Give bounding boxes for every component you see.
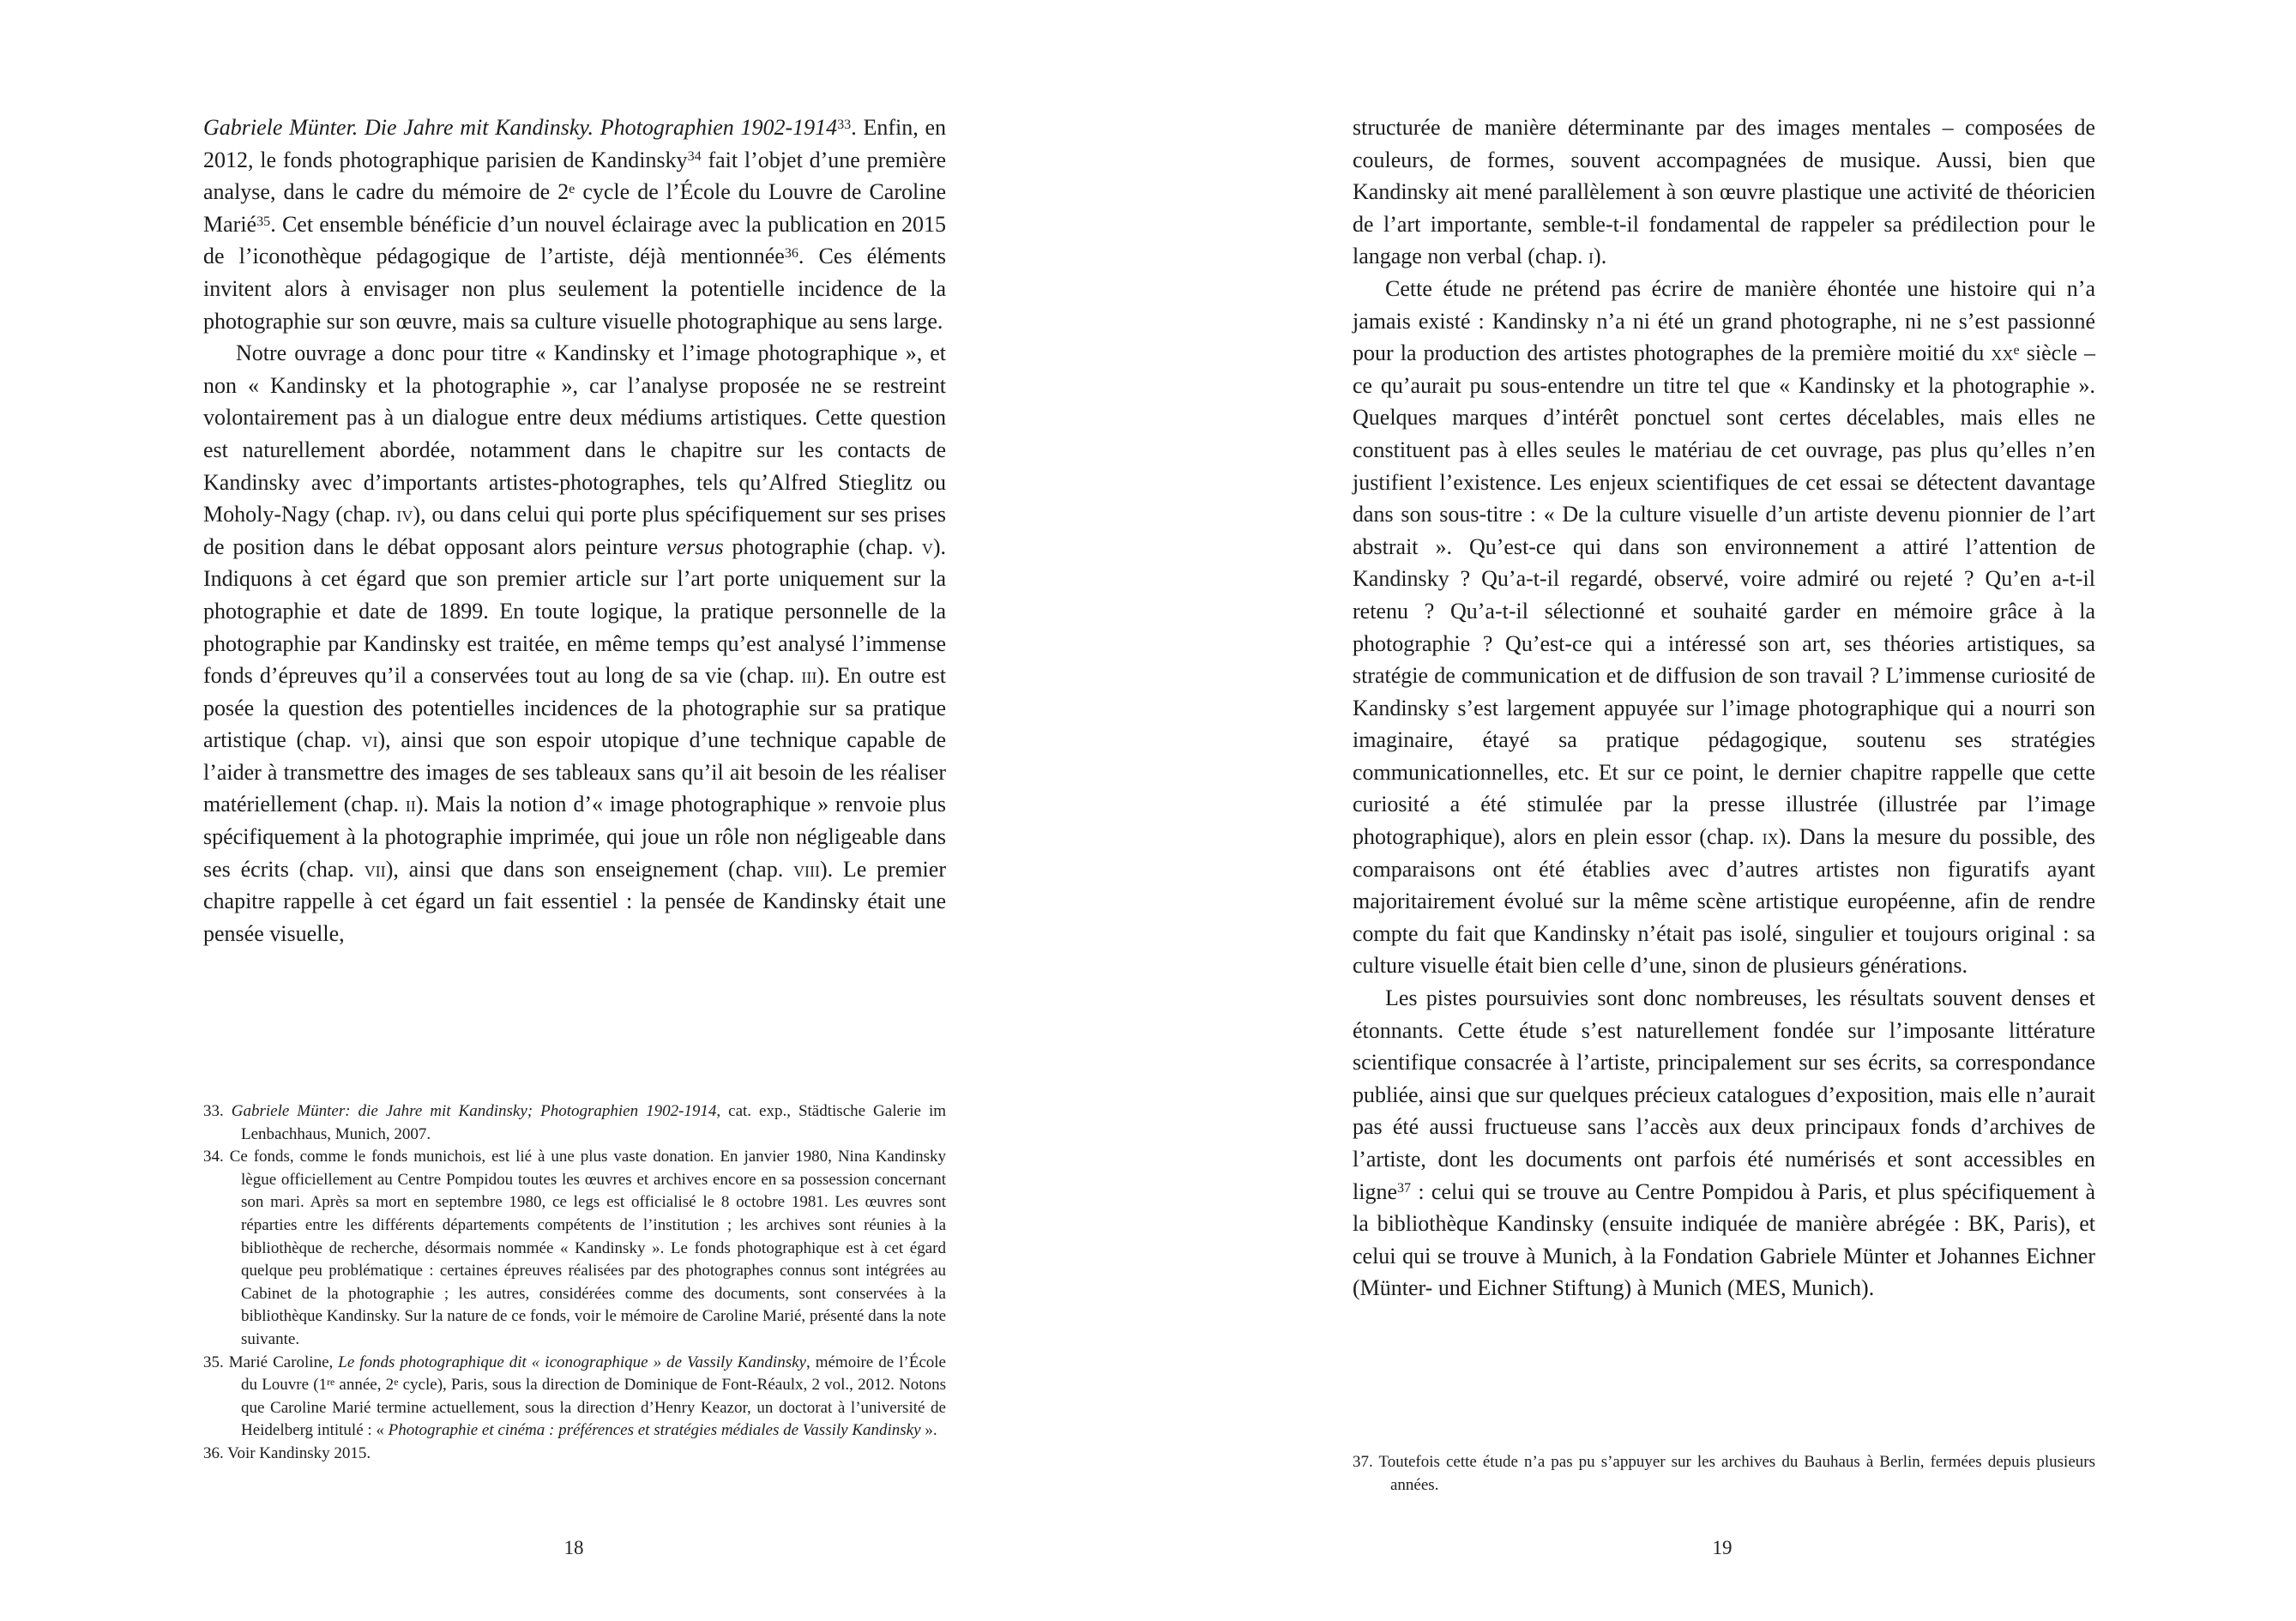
right-page-body-text: [1353, 111, 2095, 1305]
text-run: cycle de l’École du Louvre de Caroline Marié: [203, 179, 946, 237]
text-run: ).: [1594, 244, 1607, 269]
text-run: . Cet ensemble bénéficie d’un nouvel éclairage avec la publication en 2015 de l’iconothèque pédagogique de l’artiste, déjà mentionnée: [203, 211, 946, 269]
text-run: siècle – ce qu’aurait pu sous-entendre un titre tel que « Kandinsky et la photographie ». Quelques marques d’intérêt ponctuel sont certes décelables, mais elles ne constituent pas à elles seules le matériau de cet ouvrage, pas plus qu’elles n’en justifient l’existence. Les enjeux scientifiques de cet essai se détectent davantage dans son sous-titre : « De la culture visuelle d’un artiste devenu pionnier de l’art abstrait ». Qu’est-ce qui dans son environnement a attiré l’attention de Kandinsky ? Qu’a-t-il regardé, observé, voire admiré ou rejeté ? Qu’en a-t-il retenu ? Qu’a-t-il sélectionné et souhaité garder en mémoire grâce à la photographie ? Qu’est-ce qui a intéressé son art, ses théories artistiques, sa stratégie de communication et de diffusion de son travail ? L’immense curiosité de Kandinsky s’est largement appuyée sur l’image photographique qui a nourri son imaginaire, étayé sa pratique pédagogique, soutenu ses stratégies communicationnelles, etc. Et sur ce point, le dernier chapitre rappelle que cette curiosité a été stimulée par la presse illustrée (illustrée par l’image photographique), alors en plein essor (chap.: [1353, 340, 2096, 850]
text-run: ), ainsi que son espoir utopique d’une technique capable de l’aider à transmettre des images de ses tableaux sans qu’il ait besoin de les réaliser matériellement (chap.: [203, 727, 946, 817]
footnote-number: 33.: [203, 1102, 232, 1120]
text-run: Gabriele Münter. Die Jahre mit Kandinsky. Photographien 1902-1914: [203, 115, 838, 140]
paragraph: [1353, 982, 2095, 1305]
footnote-number: 34.: [203, 1148, 230, 1166]
text-run: cycle), Paris, sous la direction de Dominique de Font-Réaulx, 2 vol., 2012. Notons que Caroline Marié termine actuellement, sous la direction d’Henry Keazor, un doctorat à l’université de Heidelberg intitulé : «: [241, 1376, 946, 1440]
text-run: Voir Kandinsky 2015.: [227, 1443, 371, 1462]
text-run: versus: [666, 533, 724, 559]
text-run: Cette étude ne prétend pas écrire de manière éhontée une histoire qui n’a jamais existé : Kandinsky n’a ni été un grand photographe, ni ne s’est passionné pour la production des artistes photographes de la première moitié du: [1353, 275, 2095, 366]
paragraph: [1353, 111, 2095, 273]
right-page-footnotes: [1353, 1451, 2095, 1497]
text-run: ). Dans la mesure du possible, des comparaisons ont été établies avec d’autres artistes non figuratifs ayant majoritairement évolué sur la même scène artistique européenne, afin de rendre compte du fait que Kandinsky n’était pas isolé, singulier et toujours original : sa culture visuelle était bien celle d’une, sinon de plusieurs générations.: [1353, 824, 2095, 979]
footnote: [203, 1443, 946, 1466]
footnote-reference: e: [2013, 342, 2020, 358]
text-run: ). Mais la notion d’« image photographique » renvoie plus spécifiquement à la photographie imprimée, qui joue un rôle non négligeable dans ses écrits (chap.: [203, 792, 946, 882]
text-run: . Enfin, en 2012, le fonds photographique parisien de Kandinsky: [203, 115, 946, 172]
text-run: vi: [361, 727, 378, 753]
footnote-number: 35.: [203, 1353, 229, 1371]
text-run: , cat. exp., Städtische Galerie im Lenbachhaus, Munich, 2007.: [241, 1102, 947, 1143]
text-run: i: [1588, 244, 1594, 269]
text-run: Photographie et cinéma : préférences et stratégies médiales de Vassily Kandinsky: [388, 1421, 921, 1440]
text-run: ). Indiquons à cet égard que son premier article sur l’art porte uniquement sur la photographie et date de 1899. En toute logique, la pratique personnelle de la photographie par Kandinsky est traitée, en même temps qu’est analysé l’immense fonds d’épreuves qu’il a conservées tout au long de sa vie (chap.: [203, 533, 946, 689]
text-run: ».: [920, 1421, 937, 1440]
text-run: ). Le premier chapitre rappelle à cet égard un fait essentiel : la pensée de Kandinsky était une pensée visuelle,: [203, 856, 946, 946]
text-run: iv: [396, 502, 413, 527]
footnote: [203, 1100, 946, 1146]
footnote-reference: 34: [687, 149, 702, 165]
text-run: fait l’objet d’une première analyse, dans le cadre du mémoire de 2: [203, 147, 946, 205]
footnote-reference: 36: [784, 246, 798, 262]
text-run: ), ainsi que dans son enseignement (chap.: [385, 856, 793, 882]
footnote: [203, 1352, 946, 1443]
text-run: : celui qui se trouve au Centre Pompidou à Paris, et plus spécifiquement à la bibliothèque Kandinsky (ensuite indiquée de manière abrégée : BK, Paris), et celui qui se trouve à Munich, à la Fondation Gabriele Münter et Johannes Eichner (Münter- und Eichner Stiftung) à Munich (MES, Munich).: [1353, 1178, 2095, 1301]
text-run: v: [921, 533, 933, 559]
text-run: ), ou dans celui qui porte plus spécifiquement sur ses prises de position dans le débat opposant alors peinture: [203, 502, 946, 559]
text-run: Notre ouvrage a donc pour titre « Kandinsky et l’image photographique », et non « Kandinsky et la photographie », car l’analyse proposée ne se restreint volontairement pas à un dialogue entre deux médiums artistiques. Cette question est naturellement abordée, notamment dans le chapitre sur les contacts de Kandinsky avec d’importants artistes-photographes, tels qu’Alfred Stieglitz ou Moholy-Nagy (chap.: [203, 340, 946, 527]
text-run: Les pistes poursuivies sont donc nombreuses, les résultats souvent denses et étonnants. Cette étude s’est naturellement fondée sur l’imposante littérature scientifique consacrée à l’artiste, principalement sur ses écrits, sa correspondance publiée, ainsi que sur quelques précieux catalogues d’exposition, mais elle n’aurait pas été aussi fructueuse sans l’accès aux deux principaux fonds d’archives de l’artiste, dont les documents ont parfois été numérisés et sont accessibles en ligne: [1353, 985, 2095, 1204]
page-number-right: 19: [1712, 1537, 1733, 1558]
footnote-reference: e: [569, 181, 576, 196]
text-run: . Ces éléments invitent alors à envisager non plus seulement la potentielle incidence de la photographie sur son œuvre, mais sa culture visuelle photographique au sens large.: [203, 244, 946, 334]
left-page-body-text: [203, 111, 946, 949]
footnote-reference: re: [327, 1376, 335, 1388]
text-run: iii: [801, 663, 817, 689]
text-run: structurée de manière déterminante par des images mentales – composées de couleurs, de formes, souvent accompagnées de musique. Aussi, bien que Kandinsky ait mené parallèlement à son œuvre plastique une activité de théoricien de l’art importante, semble-t-il fondamental de rappeler sa prédilection pour le langage non verbal (chap.: [1353, 115, 2095, 269]
paragraph: [203, 337, 946, 949]
text-run: Ce fonds, comme le fonds munichois, est lié à une plus vaste donation. En janvier 1980, Nina Kandinsky lègue officiellement au Centre Pompidou toutes les œuvres et archives encore en sa possession concernant son mari. Après sa mort en septembre 1980, ce legs est officialisé le 8 octobre 1981. Les œuvres sont réparties entre les différents départements compétents de l’institution ; les archives sont réunies à la bibliothèque de recherche, désormais nommée « Kandinsky ». Le fonds photographique est à cet égard quelque peu problématique : certaines épreuves réalisées par des photographes connus sont intégrées au Cabinet de la photographie ; les autres, considérées comme des documents, sont conservées à la bibliothèque Kandinsky. Sur la nature de ce fonds, voir le mémoire de Caroline Marié, présenté dans la note suivante.: [229, 1148, 947, 1348]
left-page-footnotes: [203, 1100, 946, 1466]
text-run: xx: [1991, 340, 2014, 366]
text-run: ). En outre est posée la question des potentielles incidences de la photographie sur sa pratique artistique (chap.: [203, 663, 947, 753]
footnote: [203, 1146, 946, 1351]
footnote-reference: e: [394, 1376, 399, 1388]
footnote: [1353, 1451, 2095, 1497]
text-run: ii: [405, 792, 416, 817]
text-run: vii: [364, 856, 386, 882]
text-run: Marié Caroline,: [228, 1353, 339, 1371]
footnote-number: 37.: [1353, 1453, 1379, 1471]
text-run: viii: [792, 856, 820, 882]
text-run: photographie (chap.: [723, 533, 922, 559]
text-run: Le fonds photographique dit « iconographique » de Vassily Kandinsky: [338, 1353, 806, 1371]
footnote-reference: 37: [1397, 1181, 1412, 1196]
text-run: année, 2: [334, 1376, 395, 1395]
text-run: Gabriele Münter: die Jahre mit Kandinsky; Photographien 1902-1914: [231, 1102, 717, 1120]
paragraph: [203, 111, 946, 337]
footnote-reference: 35: [256, 214, 271, 229]
footnote-reference: 33: [837, 117, 852, 132]
page-number-left: 18: [563, 1537, 584, 1558]
text-run: , mémoire de l’École du Louvre (1: [241, 1353, 946, 1395]
paragraph: [1353, 273, 2095, 982]
text-run: ix: [1762, 824, 1779, 850]
footnote-number: 36.: [203, 1443, 228, 1462]
text-run: Toutefois cette étude n’a pas pu s’appuyer sur les archives du Bauhaus à Berlin, fermées depuis plusieurs années.: [1378, 1453, 2095, 1494]
